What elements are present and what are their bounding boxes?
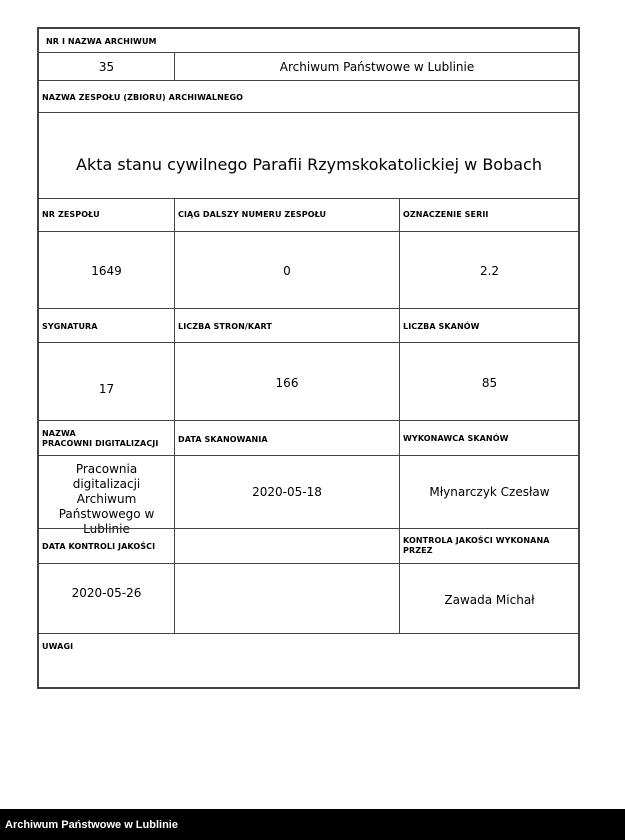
scan-date: 2020-05-18	[252, 485, 322, 499]
fonds-name-cell	[38, 112, 580, 199]
scan-date-label-cell	[174, 420, 400, 456]
lab-label-cell	[38, 420, 175, 456]
fonds-no-label: NR ZESPOŁU	[42, 210, 100, 219]
qc-date-label-cell	[38, 528, 175, 564]
pages-cell	[174, 342, 400, 421]
scanner: Młynarczyk Czesław	[429, 485, 550, 499]
lab-label-line2: PRACOWNI DIGITALIZACJI	[42, 439, 159, 448]
archive-number-cell	[38, 52, 175, 81]
fonds-no-label-cell	[38, 198, 175, 232]
lab: Pracownia digitalizacji Archiwum Państwowego w Lublinie	[58, 462, 155, 536]
archive-name: Archiwum Państwowe w Lublinie	[279, 60, 475, 74]
scanner-label: WYKONAWCA SKANÓW	[403, 434, 509, 443]
empty-label-cell	[174, 528, 400, 564]
qc-date-cell	[38, 563, 175, 634]
archive-label-cell	[38, 28, 580, 53]
pages-label: LICZBA STRON/KART	[178, 322, 272, 331]
pages-label-cell	[174, 308, 400, 343]
qc-by-label: KONTROLA JAKOŚCI WYKONANA PRZEZ	[403, 536, 550, 555]
scans-label: LICZBA SKANÓW	[403, 322, 480, 331]
footer-text: Archiwum Państwowe w Lublinie	[5, 819, 178, 831]
archive-name-cell	[174, 52, 580, 81]
footer-bar	[0, 809, 625, 840]
empty-value-cell	[174, 563, 400, 634]
archive-number: 35	[98, 60, 115, 74]
scanner-cell	[399, 455, 580, 529]
archive-label: NR I NAZWA ARCHIWUM	[46, 37, 157, 46]
signature-cell	[38, 342, 175, 421]
series-label: OZNACZENIE SERII	[403, 210, 489, 219]
signature-label-cell	[38, 308, 175, 343]
lab-cell	[38, 455, 175, 536]
scans-cell	[399, 342, 580, 421]
series-label-cell	[399, 198, 580, 232]
lab-label-line1: NAZWA	[42, 429, 76, 438]
continuation-cell	[174, 231, 400, 309]
continuation: 0	[283, 264, 291, 278]
series-cell	[399, 231, 580, 309]
continuation-label-cell	[174, 198, 400, 232]
remarks-label: UWAGI	[42, 642, 74, 651]
qc-by-label-cell	[399, 528, 580, 564]
pages: 166	[275, 376, 299, 390]
scans: 85	[481, 376, 498, 390]
fonds-name: Akta stanu cywilnego Parafii Rzymskokatolickiej w Bobach	[76, 155, 542, 174]
fonds-name-label: NAZWA ZESPOŁU (ZBIORU) ARCHIWALNEGO	[42, 93, 244, 102]
scan-date-label: DATA SKANOWANIA	[178, 435, 268, 444]
scan-date-cell	[174, 455, 400, 529]
qc-by-cell	[399, 563, 580, 634]
series: 2.2	[479, 264, 500, 278]
signature-label: SYGNATURA	[42, 322, 98, 331]
scanner-label-cell	[399, 420, 580, 456]
signature: 17	[98, 382, 115, 396]
fonds-name-label-cell	[38, 80, 580, 113]
qc-by: Zawada Michał	[444, 593, 535, 607]
scans-label-cell	[399, 308, 580, 343]
fonds-no: 1649	[91, 264, 122, 278]
fonds-no-cell	[38, 231, 175, 309]
remarks-cell	[38, 633, 580, 689]
qc-date: 2020-05-26	[71, 586, 142, 600]
qc-date-label: DATA KONTROLI JAKOŚCI	[42, 542, 156, 551]
continuation-label: CIĄG DALSZY NUMERU ZESPOŁU	[178, 210, 327, 219]
